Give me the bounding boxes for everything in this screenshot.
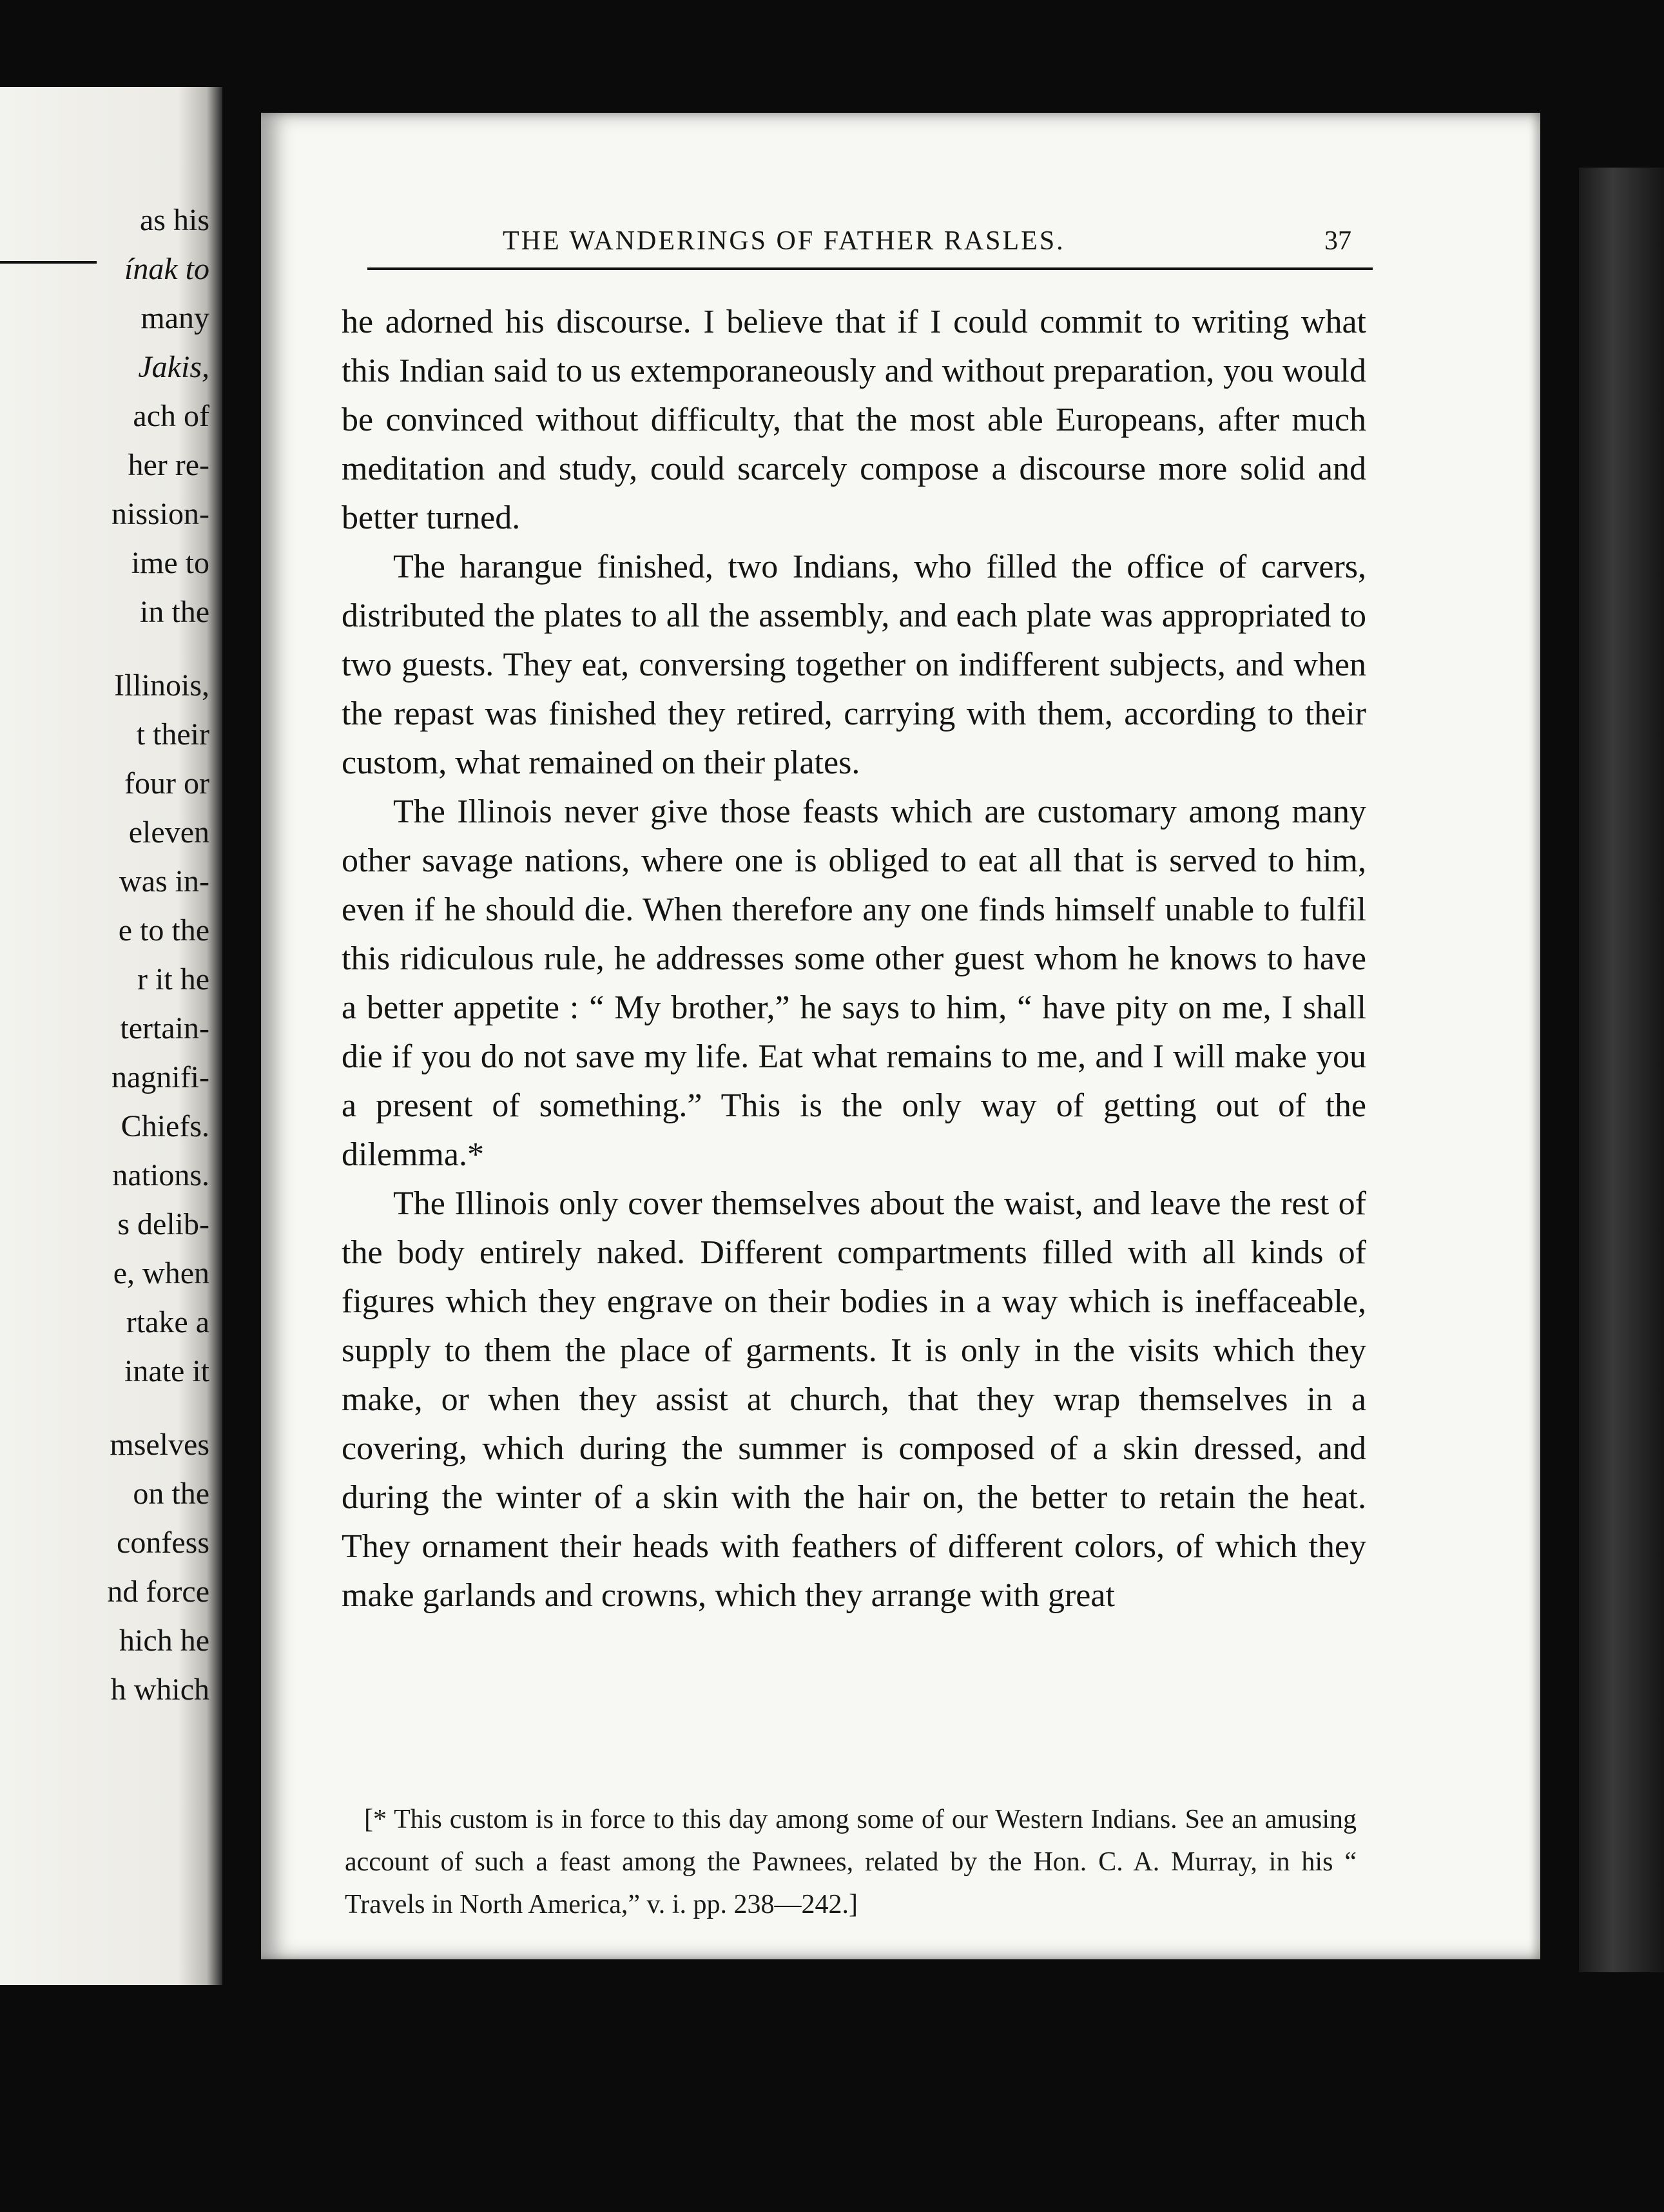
facing-page-line: r it he	[137, 962, 209, 996]
facing-page-line: tertain-	[120, 1011, 209, 1045]
facing-page-line: was in-	[119, 864, 209, 898]
facing-page-line: as his	[140, 203, 209, 237]
facing-page-line: rtake a	[126, 1305, 209, 1339]
facing-page-line: on the	[133, 1477, 209, 1511]
facing-page-line: Chiefs.	[121, 1109, 209, 1143]
paragraph-4: The Illinois only cover themselves about the waist, and leave the rest of the body entirely naked. Different compartments filled with all kinds of figures which they engrave on their bodies in a way which is ineffaceable, supply to them the place of garments. It is only in the visits which they make, or when they assist at church, that they wrap themselves in a covering, which during the summer is composed of a skin dressed, and during the winter of a skin with the hair on, the better to retain the heat. They ornament their heads with feathers of different colors, of which they make garlands and crowns, which they arrange with great	[342, 1185, 1366, 1614]
facing-page-line: in the	[140, 595, 209, 629]
paragraph-1: he adorned his discourse. I believe that if I could commit to writing what this Indian said to us extemporaneously and without preparation, you would be convinced without difficulty, that the most able Europeans, after much meditation and study, could scarcely compose a discourse more solid and better turned.	[342, 304, 1366, 536]
facing-page-line: ínak to	[124, 252, 209, 286]
facing-page-line: eleven	[128, 815, 209, 849]
page-number: 37	[1324, 226, 1351, 256]
facing-page-line: ach of	[133, 399, 209, 433]
facing-page-line: nd force	[107, 1575, 209, 1609]
facing-page-line: s delib-	[117, 1207, 209, 1241]
facing-page-line: many	[140, 301, 209, 335]
facing-page-line: nission-	[111, 497, 209, 531]
facing-page-rule	[0, 261, 97, 264]
body-text	[342, 298, 1366, 1620]
facing-page-line: nagnifi-	[111, 1060, 209, 1094]
facing-page-line: e to the	[118, 913, 209, 947]
paragraph-3: The Illinois never give those feasts which are customary among many other savage nations, where one is obliged to eat all that is served to him, even if he should die. When therefore any one finds himself unable to fulfil this ridiculous rule, he addresses some other guest whom he knows to have a better appetite : “ My brother,” he says to him, “ have pity on me, I shall die if you do not save my life. Eat what remains to me, and I will make you a present of something.” This is the only way of getting out of the dilemma.*	[342, 793, 1366, 1173]
facing-page-line: four or	[124, 766, 209, 800]
facing-page-line: Jakis,	[138, 350, 209, 384]
facing-page-line: confess	[117, 1526, 209, 1560]
facing-page-line: h which	[110, 1673, 209, 1707]
facing-page-line: e, when	[113, 1256, 209, 1290]
paragraph-2: The harangue finished, two Indians, who filled the office of carvers, distributed the plates to all the assembly, and each plate was appropriated to two guests. They eat, conversing together on indifferent subjects, and when the repast was finished they retired, carrying with them, according to their custom, what remained on their plates.	[342, 548, 1366, 781]
page-edge-shadow	[1579, 168, 1664, 1972]
facing-page-line: mselves	[110, 1428, 209, 1462]
facing-page-line: ime to	[131, 546, 209, 580]
facing-page-line: nations.	[112, 1158, 209, 1192]
facing-page-line: Illinois,	[113, 668, 209, 703]
facing-page-line: hich he	[119, 1624, 209, 1658]
facing-page-line: her re-	[128, 448, 209, 482]
facing-page-line: t their	[136, 717, 209, 752]
facing-page-line: inate it	[124, 1354, 209, 1388]
header-rule	[367, 267, 1373, 270]
facing-page-fragment	[0, 87, 222, 1985]
footnote: [* This custom is in force to this day among some of our Western Indians. See an amusing account of such a feast among the Pawnees, related by the Hon. C. A. Murray, in his “ Travels in North America,” v. i. pp. 238—242.]	[345, 1805, 1357, 1919]
running-title: THE WANDERINGS OF FATHER RASLES.	[503, 226, 1065, 256]
